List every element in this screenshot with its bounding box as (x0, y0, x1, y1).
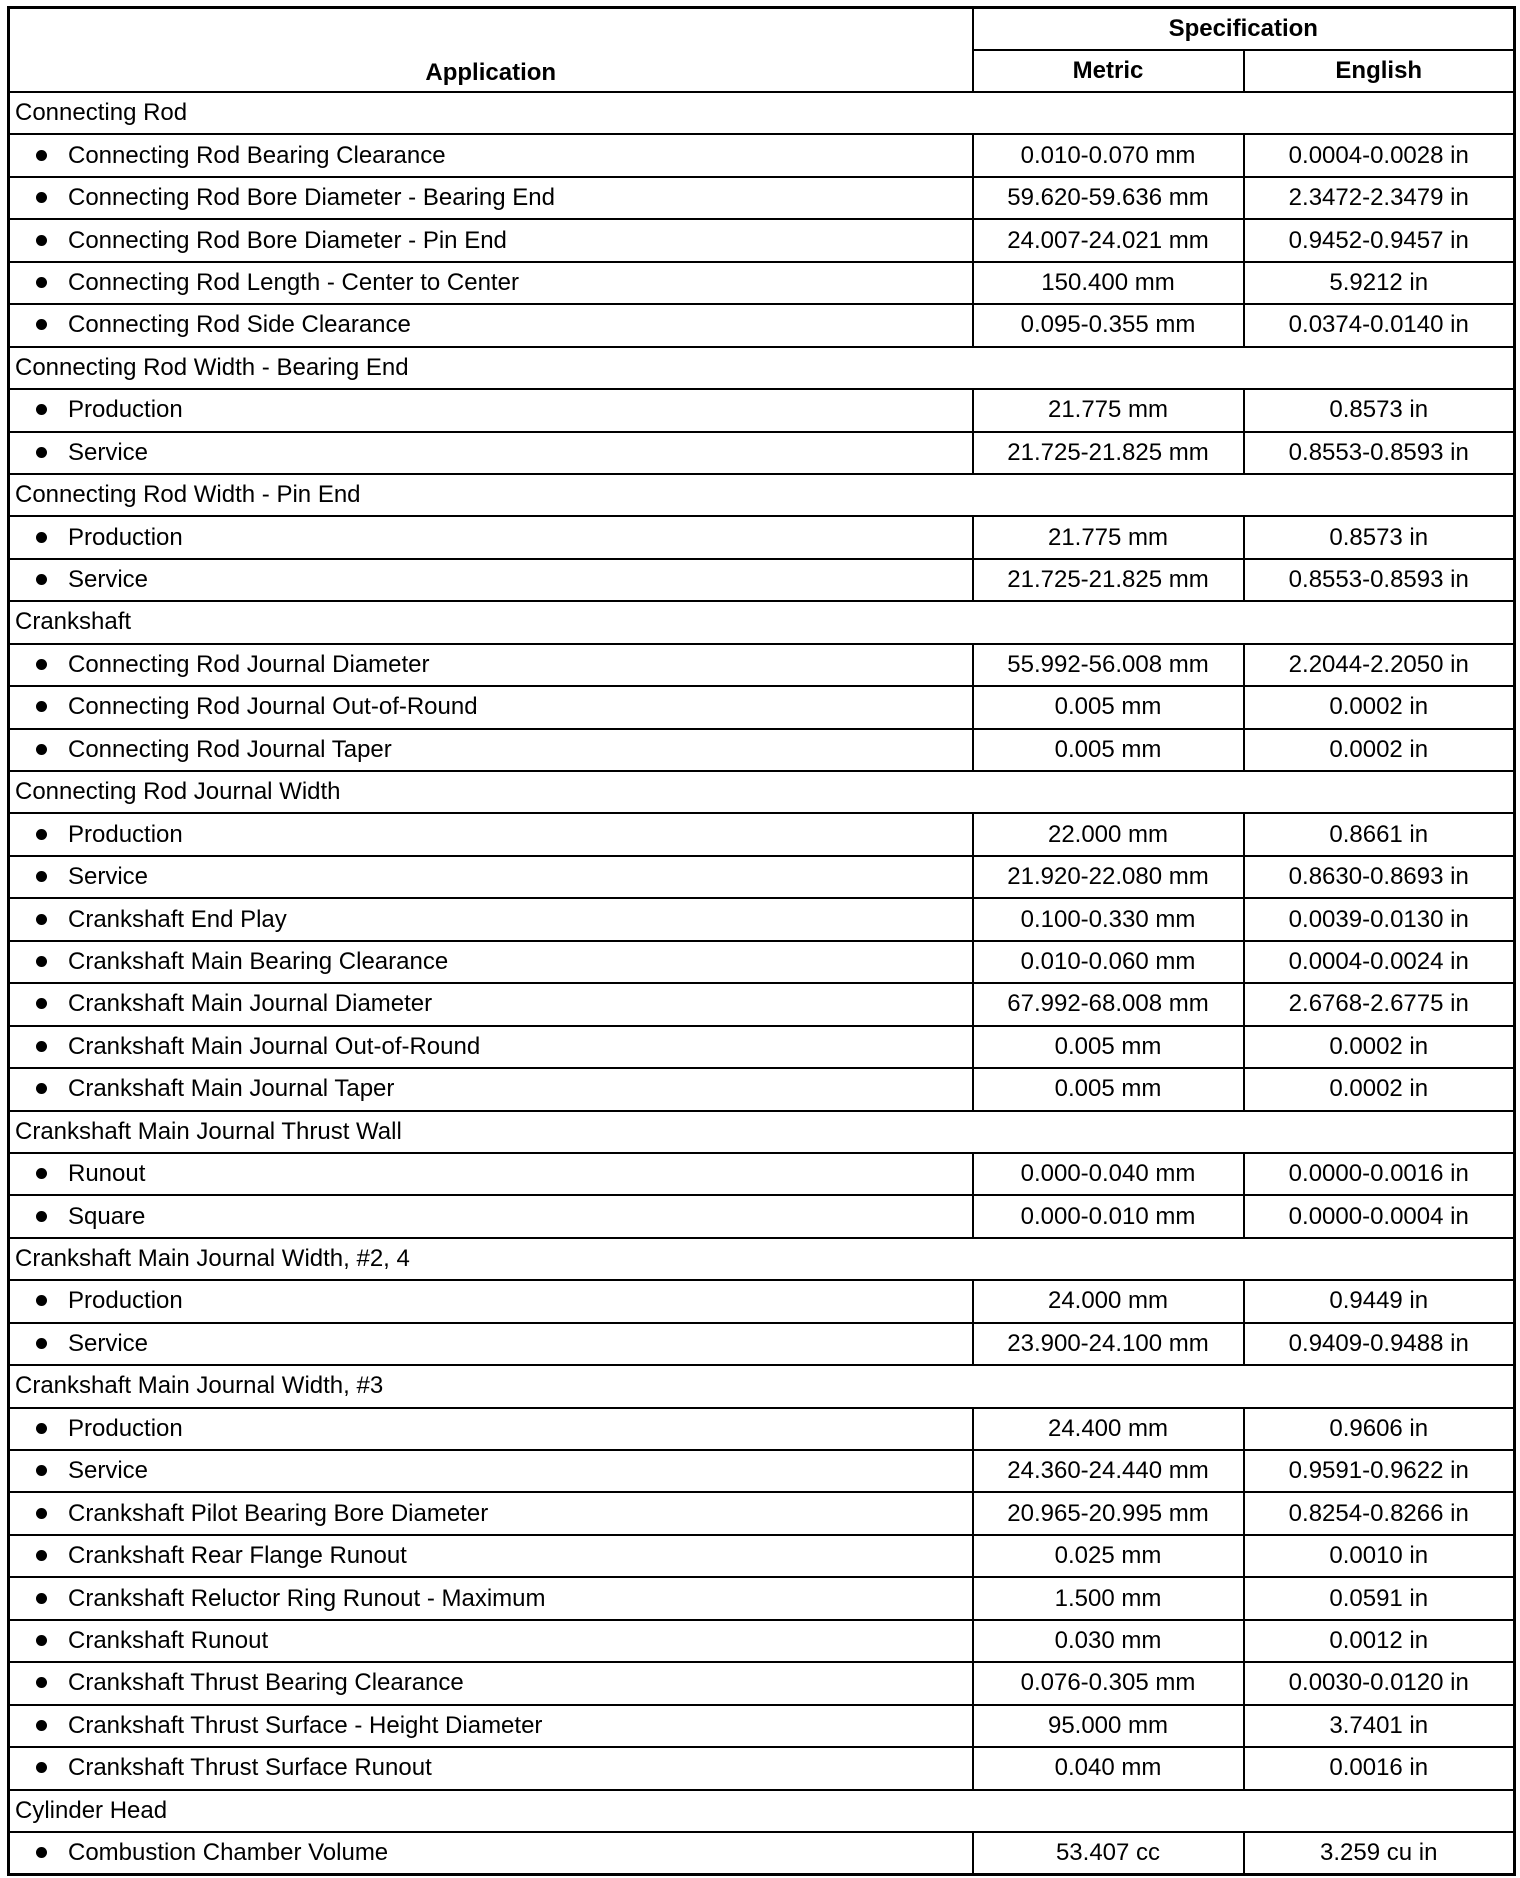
english-value: 0.0030-0.0120 in (1244, 1662, 1515, 1704)
application-column-header: Application (9, 8, 973, 93)
application-cell (9, 1195, 973, 1237)
bullet-icon (36, 1847, 47, 1858)
metric-value: 0.005 mm (973, 1068, 1244, 1110)
english-value: 0.8553-0.8593 in (1244, 559, 1515, 601)
metric-value: 0.000-0.010 mm (973, 1195, 1244, 1237)
application-cell (9, 1535, 973, 1577)
bullet-icon (36, 998, 47, 1009)
table-row (9, 1832, 1515, 1874)
application-cell (9, 686, 973, 728)
metric-value: 67.992-68.008 mm (973, 983, 1244, 1025)
item-label: Service (68, 566, 149, 594)
bullet-icon (36, 1635, 47, 1646)
item-label: Connecting Rod Bearing Clearance (68, 141, 446, 169)
application-cell (9, 559, 973, 601)
application-cell (9, 1705, 973, 1747)
application-cell (9, 1280, 973, 1322)
bullet-icon (36, 1508, 47, 1519)
table-row (9, 1280, 1515, 1322)
bullet-icon (36, 871, 47, 882)
table-row (9, 1535, 1515, 1577)
table-row (9, 1026, 1515, 1068)
bullet-icon (36, 1465, 47, 1476)
item-label: Crankshaft Main Journal Out-of-Round (68, 1032, 481, 1060)
table-row (9, 1408, 1515, 1450)
bullet-icon (36, 532, 47, 543)
item-label: Crankshaft Runout (68, 1626, 269, 1654)
table-row (9, 559, 1515, 601)
group-label: Crankshaft Main Journal Thrust Wall (9, 1111, 1515, 1153)
item-label: Production (68, 1414, 183, 1442)
application-cell (9, 941, 973, 983)
metric-value: 150.400 mm (973, 262, 1244, 304)
bullet-icon (36, 829, 47, 840)
english-value: 0.0591 in (1244, 1577, 1515, 1619)
item-label: Connecting Rod Journal Diameter (68, 650, 430, 678)
metric-value: 0.010-0.070 mm (973, 134, 1244, 176)
table-row (9, 177, 1515, 219)
item-label: Service (68, 1457, 149, 1485)
item-label: Connecting Rod Bore Diameter - Bearing End (68, 184, 555, 212)
table-row (9, 516, 1515, 558)
item-label: Crankshaft Main Journal Diameter (68, 990, 433, 1018)
bullet-icon (36, 404, 47, 415)
application-cell (9, 1068, 973, 1110)
english-value: 0.0004-0.0028 in (1244, 134, 1515, 176)
bullet-icon (36, 1593, 47, 1604)
item-label: Connecting Rod Journal Taper (68, 735, 392, 763)
metric-value: 24.000 mm (973, 1280, 1244, 1322)
english-value: 0.0002 in (1244, 686, 1515, 728)
item-label: Runout (68, 1160, 146, 1188)
item-label: Production (68, 820, 183, 848)
group-label: Connecting Rod (9, 92, 1515, 134)
metric-value: 0.000-0.040 mm (973, 1153, 1244, 1195)
bullet-icon (36, 1338, 47, 1349)
item-label: Service (68, 1329, 149, 1357)
table-row (9, 1577, 1515, 1619)
metric-value: 0.040 mm (973, 1747, 1244, 1789)
bullet-icon (36, 1550, 47, 1561)
metric-value: 0.076-0.305 mm (973, 1662, 1244, 1704)
metric-value: 21.920-22.080 mm (973, 856, 1244, 898)
group-row (9, 1238, 1515, 1280)
metric-value: 0.025 mm (973, 1535, 1244, 1577)
metric-value: 24.007-24.021 mm (973, 219, 1244, 261)
item-label: Service (68, 438, 149, 466)
application-cell (9, 219, 973, 261)
english-column-header: English (1244, 50, 1515, 92)
table-row (9, 729, 1515, 771)
bullet-icon (36, 1041, 47, 1052)
metric-value: 0.100-0.330 mm (973, 898, 1244, 940)
bullet-icon (36, 150, 47, 161)
table-row (9, 983, 1515, 1025)
bullet-icon (36, 447, 47, 458)
table-row (9, 813, 1515, 855)
bullet-icon (36, 744, 47, 755)
bullet-icon (36, 1720, 47, 1731)
bullet-icon (36, 319, 47, 330)
table-row (9, 1492, 1515, 1534)
application-cell (9, 898, 973, 940)
english-value: 0.8573 in (1244, 516, 1515, 558)
group-label: Crankshaft Main Journal Width, #2, 4 (9, 1238, 1515, 1280)
application-cell (9, 1662, 973, 1704)
english-value: 0.9449 in (1244, 1280, 1515, 1322)
table-row (9, 1620, 1515, 1662)
table-row (9, 262, 1515, 304)
table-row (9, 1662, 1515, 1704)
metric-value: 23.900-24.100 mm (973, 1323, 1244, 1365)
application-cell (9, 262, 973, 304)
table-row (9, 432, 1515, 474)
metric-value: 24.360-24.440 mm (973, 1450, 1244, 1492)
group-row (9, 1790, 1515, 1832)
item-label: Connecting Rod Journal Out-of-Round (68, 693, 478, 721)
item-label: Crankshaft Thrust Surface Runout (68, 1754, 432, 1782)
metric-value: 53.407 cc (973, 1832, 1244, 1874)
bullet-icon (36, 1295, 47, 1306)
item-label: Crankshaft Thrust Surface - Height Diameter (68, 1711, 543, 1739)
application-cell (9, 304, 973, 346)
bullet-icon (36, 659, 47, 670)
application-cell (9, 1153, 973, 1195)
bullet-icon (36, 1168, 47, 1179)
item-label: Production (68, 1287, 183, 1315)
metric-value: 59.620-59.636 mm (973, 177, 1244, 219)
table-row (9, 1747, 1515, 1789)
metric-value: 0.005 mm (973, 686, 1244, 728)
application-cell (9, 1450, 973, 1492)
item-label: Connecting Rod Side Clearance (68, 311, 411, 339)
group-row (9, 92, 1515, 134)
table-row (9, 686, 1515, 728)
metric-value: 20.965-20.995 mm (973, 1492, 1244, 1534)
table-row (9, 856, 1515, 898)
metric-value: 21.775 mm (973, 389, 1244, 431)
table-row (9, 389, 1515, 431)
bullet-icon (36, 1083, 47, 1094)
group-row (9, 347, 1515, 389)
item-label: Production (68, 396, 183, 424)
application-cell (9, 389, 973, 431)
item-label: Crankshaft End Play (68, 905, 287, 933)
item-label: Crankshaft Rear Flange Runout (68, 1542, 407, 1570)
metric-column-header: Metric (973, 50, 1244, 92)
group-row (9, 1365, 1515, 1407)
group-row (9, 771, 1515, 813)
application-cell (9, 983, 973, 1025)
group-label: Crankshaft Main Journal Width, #3 (9, 1365, 1515, 1407)
table-row (9, 1068, 1515, 1110)
item-label: Crankshaft Reluctor Ring Runout - Maximum (68, 1584, 546, 1612)
table-row (9, 941, 1515, 983)
application-cell (9, 729, 973, 771)
item-label: Crankshaft Thrust Bearing Clearance (68, 1669, 464, 1697)
group-label: Cylinder Head (9, 1790, 1515, 1832)
metric-value: 21.775 mm (973, 516, 1244, 558)
group-row (9, 601, 1515, 643)
application-cell (9, 644, 973, 686)
table-row (9, 1195, 1515, 1237)
bullet-icon (36, 1211, 47, 1222)
group-label: Connecting Rod Width - Bearing End (9, 347, 1515, 389)
item-label: Combustion Chamber Volume (68, 1838, 389, 1866)
bullet-icon (36, 277, 47, 288)
application-cell (9, 516, 973, 558)
application-cell (9, 1408, 973, 1450)
metric-value: 95.000 mm (973, 1705, 1244, 1747)
group-row (9, 474, 1515, 516)
item-label: Square (68, 1202, 146, 1230)
english-value: 0.8573 in (1244, 389, 1515, 431)
metric-value: 21.725-21.825 mm (973, 559, 1244, 601)
metric-value: 0.010-0.060 mm (973, 941, 1244, 983)
english-value: 0.0004-0.0024 in (1244, 941, 1515, 983)
item-label: Crankshaft Pilot Bearing Bore Diameter (68, 1499, 489, 1527)
metric-value: 21.725-21.825 mm (973, 432, 1244, 474)
english-value: 0.8553-0.8593 in (1244, 432, 1515, 474)
english-value: 3.259 cu in (1244, 1832, 1515, 1874)
application-cell (9, 1747, 973, 1789)
english-value: 2.6768-2.6775 in (1244, 983, 1515, 1025)
item-label: Crankshaft Main Journal Taper (68, 1075, 395, 1103)
english-value: 0.0016 in (1244, 1747, 1515, 1789)
bullet-icon (36, 914, 47, 925)
bullet-icon (36, 1423, 47, 1434)
english-value: 5.9212 in (1244, 262, 1515, 304)
application-cell (9, 432, 973, 474)
english-value: 0.0000-0.0004 in (1244, 1195, 1515, 1237)
english-value: 0.0000-0.0016 in (1244, 1153, 1515, 1195)
english-value: 0.0002 in (1244, 1026, 1515, 1068)
metric-value: 0.005 mm (973, 1026, 1244, 1068)
table-row (9, 1705, 1515, 1747)
english-value: 0.8661 in (1244, 813, 1515, 855)
metric-value: 0.005 mm (973, 729, 1244, 771)
english-value: 0.0002 in (1244, 1068, 1515, 1110)
application-cell (9, 1026, 973, 1068)
table-row (9, 898, 1515, 940)
item-label: Service (68, 863, 149, 891)
table-body (9, 92, 1515, 1874)
bullet-icon (36, 235, 47, 246)
application-cell (9, 1620, 973, 1662)
metric-value: 22.000 mm (973, 813, 1244, 855)
table-row (9, 219, 1515, 261)
specification-column-header: Specification (973, 8, 1515, 51)
english-value: 2.2044-2.2050 in (1244, 644, 1515, 686)
english-value: 0.0039-0.0130 in (1244, 898, 1515, 940)
application-cell (9, 1492, 973, 1534)
specification-table (7, 6, 1516, 1876)
item-label: Production (68, 523, 183, 551)
group-label: Crankshaft (9, 601, 1515, 643)
english-value: 0.9409-0.9488 in (1244, 1323, 1515, 1365)
table-row (9, 1450, 1515, 1492)
application-cell (9, 1577, 973, 1619)
english-value: 0.0010 in (1244, 1535, 1515, 1577)
metric-value: 55.992-56.008 mm (973, 644, 1244, 686)
english-value: 2.3472-2.3479 in (1244, 177, 1515, 219)
application-cell (9, 1323, 973, 1365)
group-label: Connecting Rod Journal Width (9, 771, 1515, 813)
item-label: Connecting Rod Bore Diameter - Pin End (68, 226, 507, 254)
english-value: 0.0002 in (1244, 729, 1515, 771)
table-header (9, 8, 1515, 93)
application-cell (9, 1832, 973, 1874)
item-label: Crankshaft Main Bearing Clearance (68, 947, 449, 975)
english-value: 0.9591-0.9622 in (1244, 1450, 1515, 1492)
item-label: Connecting Rod Length - Center to Center (68, 268, 519, 296)
english-value: 0.8254-0.8266 in (1244, 1492, 1515, 1534)
english-value: 3.7401 in (1244, 1705, 1515, 1747)
english-value: 0.9452-0.9457 in (1244, 219, 1515, 261)
english-value: 0.0374-0.0140 in (1244, 304, 1515, 346)
application-cell (9, 813, 973, 855)
table-row (9, 134, 1515, 176)
application-cell (9, 134, 973, 176)
bullet-icon (36, 192, 47, 203)
group-row (9, 1111, 1515, 1153)
bullet-icon (36, 1677, 47, 1688)
table-row (9, 304, 1515, 346)
table-row (9, 1153, 1515, 1195)
application-cell (9, 856, 973, 898)
metric-value: 24.400 mm (973, 1408, 1244, 1450)
bullet-icon (36, 701, 47, 712)
metric-value: 0.095-0.355 mm (973, 304, 1244, 346)
group-label: Connecting Rod Width - Pin End (9, 474, 1515, 516)
table-row (9, 644, 1515, 686)
metric-value: 0.030 mm (973, 1620, 1244, 1662)
metric-value: 1.500 mm (973, 1577, 1244, 1619)
bullet-icon (36, 574, 47, 585)
english-value: 0.8630-0.8693 in (1244, 856, 1515, 898)
english-value: 0.9606 in (1244, 1408, 1515, 1450)
bullet-icon (36, 1762, 47, 1773)
table-row (9, 1323, 1515, 1365)
bullet-icon (36, 956, 47, 967)
english-value: 0.0012 in (1244, 1620, 1515, 1662)
application-cell (9, 177, 973, 219)
